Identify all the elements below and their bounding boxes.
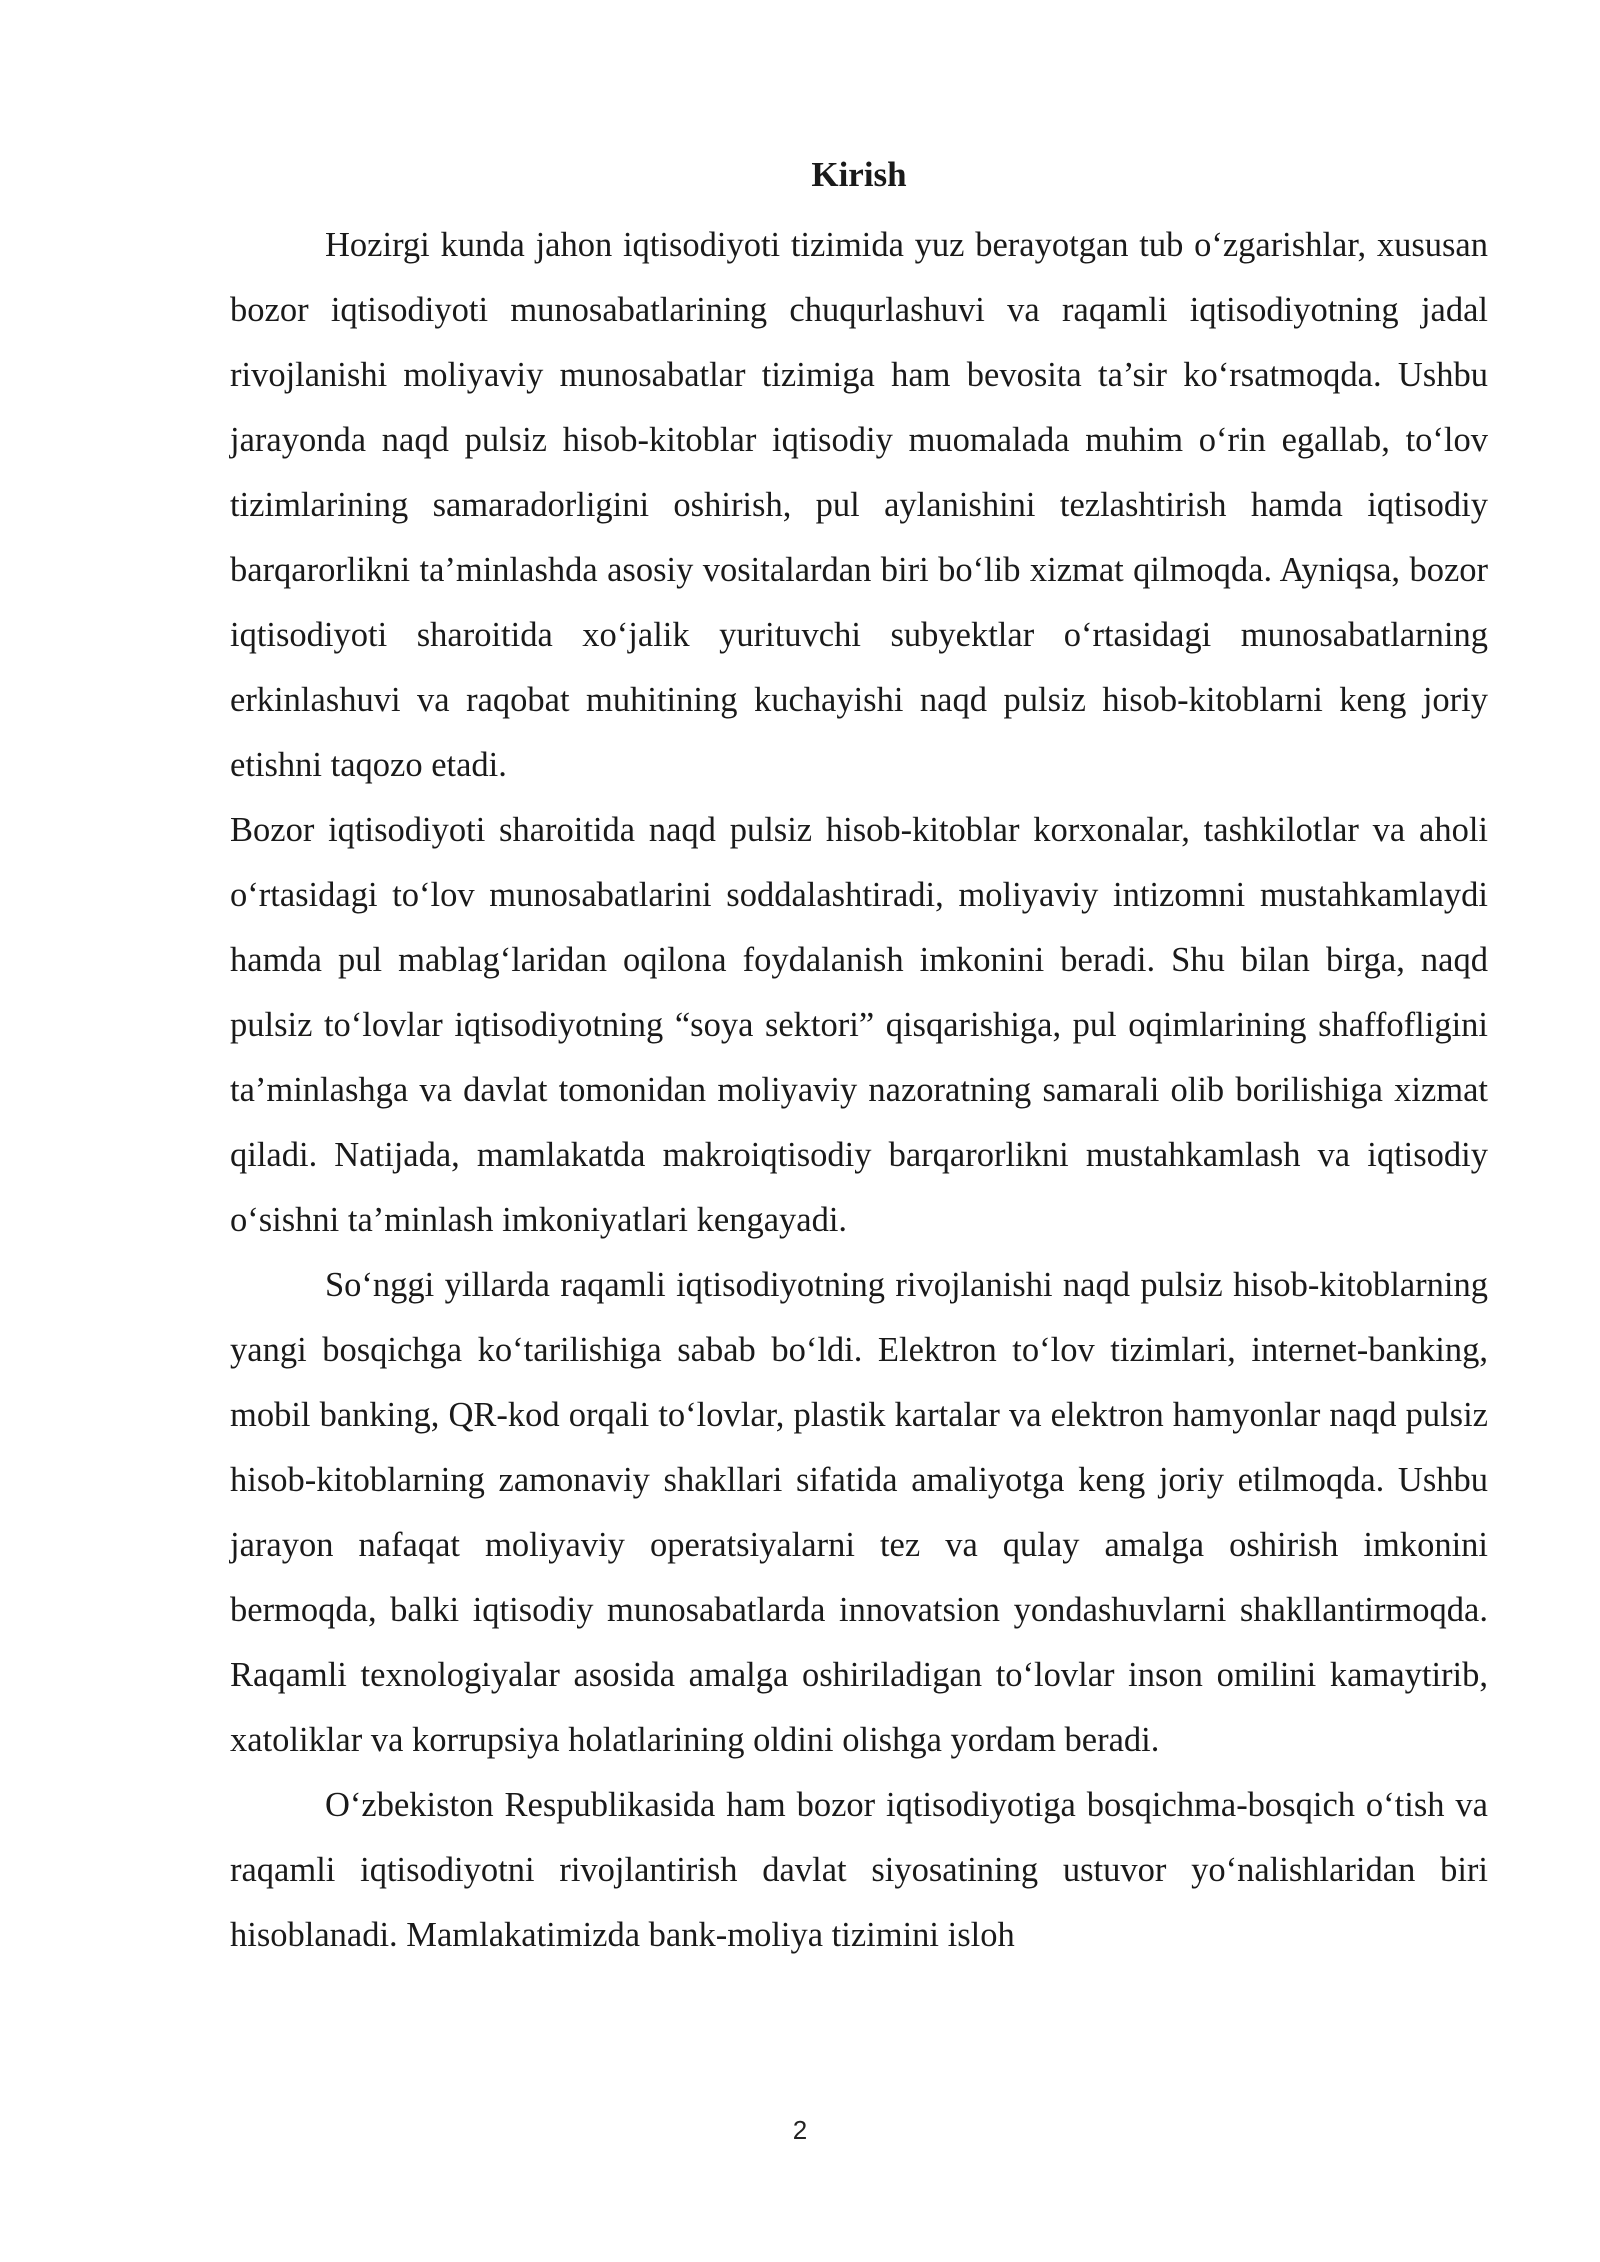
- paragraph-cashless-benefits: Bozor iqtisodiyoti sharoitida naqd pulsiz hisob-kitoblar korxonalar, tashkilotlar va aholi o‘rtasidagi to‘lov munosabatlarini soddalashtiradi, moliyaviy intizomni mustahkamlaydi hamda pul mablag‘laridan oqilona foydalanish imkonini beradi. Shu bilan birga, naqd pulsiz to‘lovlar iqtisodiyotning “soya sektori” qisqarishiga, pul oqimlarining shaffofligini ta’minlashga va davlat tomonidan moliyaviy nazoratning samarali olib borilishiga xizmat qiladi. Natijada, mamlakatda makroiqtisodiy barqarorlikni mustahkamlash va iqtisodiy o‘sishni ta’minlash imkoniyatlari kengayadi.: [230, 811, 1488, 1239]
- paragraph-uzbekistan: O‘zbekiston Respublikasida ham bozor iqtisodiyotiga bosqichma-bosqich o‘tish va raqamli iqtisodiyotni rivojlantirish davlat siyosatining ustuvor yo‘nalishlaridan biri hisoblanadi. Mamlakatimizda bank-moliya tizimini isloh: [230, 1786, 1488, 1954]
- paragraph-digital-economy: So‘nggi yillarda raqamli iqtisodiyotning rivojlanishi naqd pulsiz hisob-kitoblarning yangi bosqichga ko‘tarilishiga sabab bo‘ldi. Elektron to‘lov tizimlari, internet-banking, mobil banking, QR-kod orqali to‘lovlar, plastik kartalar va elektron hamyonlar naqd pulsiz hisob-kitoblarning zamonaviy shakllari sifatida amaliyotga keng joriy etilmoqda. Ushbu jarayon nafaqat moliyaviy operatsiyalarni tez va qulay amalga oshirish imkonini bermoqda, balki iqtisodiy munosabatlarda innovatsion yondashuvlarni shakllantirmoqda. Raqamli texnologiyalar asosida amalga oshiriladigan to‘lovlar inson omilini kamaytirib, xatoliklar va korrupsiya holatlarining oldini olishga yordam beradi.: [230, 1266, 1488, 1759]
- page-number: 2: [792, 2115, 808, 2145]
- document-page: [230, 150, 1488, 1968]
- paragraph-intro: Hozirgi kunda jahon iqtisodiyoti tizimida yuz berayotgan tub o‘zgarishlar, xususan bozor iqtisodiyoti munosabatlarining chuqurlashuvi va raqamli iqtisodiyotning jadal rivojlanishi moliyaviy munosabatlar tizimiga ham bevosita ta’sir ko‘rsatmoqda. Ushbu jarayonda naqd pulsiz hisob-kitoblar iqtisodiy muomalada muhim o‘rin egallab, to‘lov tizimlarining samaradorligini oshirish, pul aylanishini tezlashtirish hamda iqtisodiy barqarorlikni ta’minlashda asosiy vositalardan biri bo‘lib xizmat qilmoqda. Ayniqsa, bozor iqtisodiyoti sharoitida xo‘jalik yurituvchi subyektlar o‘rtasidagi munosabatlarning erkinlashuvi va raqobat muhitining kuchayishi naqd pulsiz hisob-kitoblarni keng joriy etishni taqozo etadi.: [230, 226, 1488, 784]
- section-title: Kirish: [811, 155, 907, 194]
